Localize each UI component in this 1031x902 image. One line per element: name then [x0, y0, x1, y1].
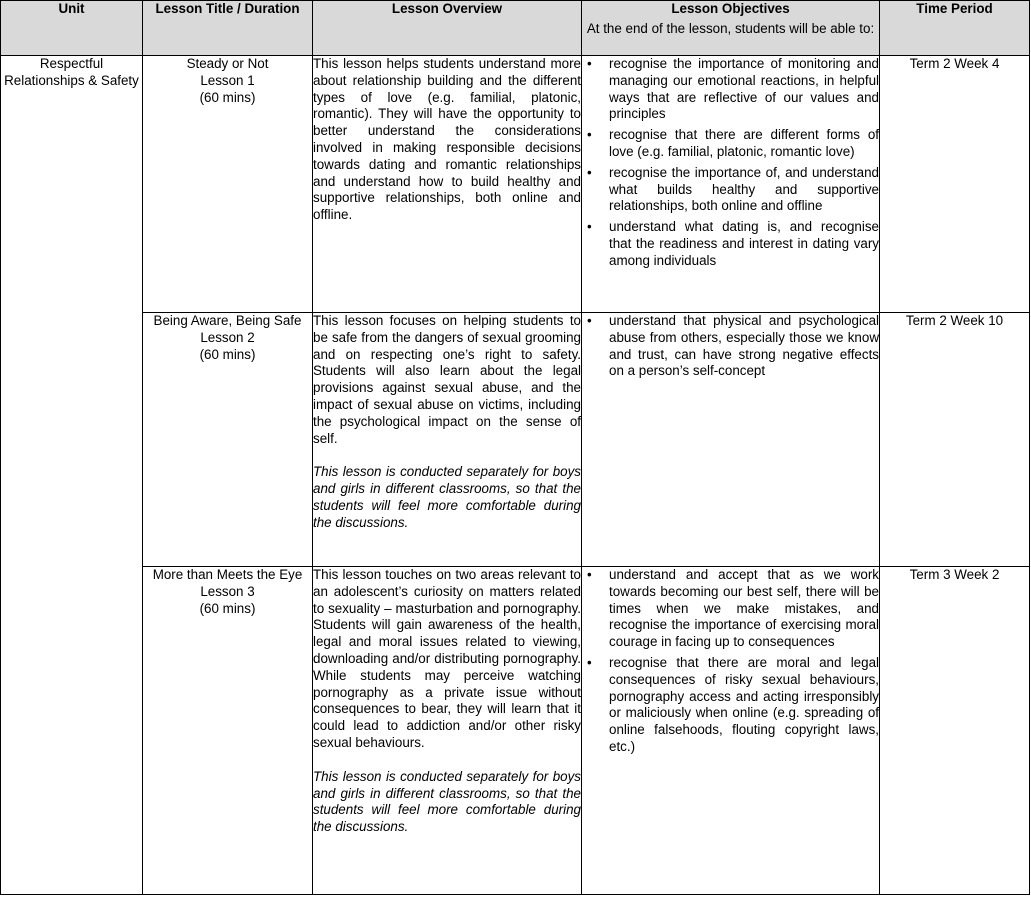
objectives-list — [582, 313, 879, 380]
list-item: • recognise the importance of monitoring and managing our emotional reactions, in helpful ways that are reflective of our values and principles — [582, 56, 879, 123]
time-period-cell: Term 2 Week 4 — [880, 56, 1030, 313]
list-item: • understand that physical and psychological abuse from others, especially those we know and trust, can have strong negative effects on a person’s self-concept — [582, 313, 879, 380]
header-objectives-label: Lesson Objectives — [671, 1, 790, 16]
time-period-cell: Term 2 Week 10 — [880, 313, 1030, 567]
lesson-number: Lesson 1 — [200, 72, 255, 88]
header-lesson-title: Lesson Title / Duration — [143, 1, 313, 56]
lesson-overview-cell — [313, 567, 582, 895]
table-row — [1, 56, 1030, 313]
lesson-duration: (60 mins) — [199, 89, 256, 105]
header-overview: Lesson Overview — [313, 1, 582, 56]
list-item: • recognise that there are moral and legal consequences of risky sexual behaviours, pornography access and acting irresponsibly or maliciously when online (e.g. spreading of online falsehoods, flouting copyright laws, etc.) — [582, 655, 879, 756]
unit-cell: Respectful Relationships & Safety — [1, 56, 143, 895]
list-item: • recognise the importance of, and understand what builds healthy and supportive relationships, both online and offline — [582, 165, 879, 215]
table-row — [1, 567, 1030, 895]
lesson-title-cell — [143, 56, 313, 313]
lesson-number: Lesson 3 — [200, 583, 255, 599]
list-item: • recognise that there are different forms of love (e.g. familial, platonic, romantic love) — [582, 127, 879, 161]
lesson-title: Steady or Not — [186, 56, 269, 71]
lesson-note: This lesson is conducted separately for boys and girls in different classrooms, so that the students will feel more comfortable during the discussions. — [313, 464, 581, 530]
header-row — [1, 1, 1030, 56]
lesson-title-cell — [143, 567, 313, 895]
lesson-title: More than Meets the Eye — [152, 567, 303, 582]
lesson-duration: (60 mins) — [199, 346, 256, 362]
time-period-cell: Term 3 Week 2 — [880, 567, 1030, 895]
header-objectives — [582, 1, 880, 56]
list-item: • understand what dating is, and recognise that the readiness and interest in dating vary among individuals — [582, 219, 879, 269]
header-time-period: Time Period — [880, 1, 1030, 56]
lesson-overview: This lesson touches on two areas relevant to an adolescent’s curiosity on matters related to sexuality – masturbation and pornography. Students will gain awareness of the health, legal and moral issues related to viewing, downloading and/or distributing pornography. While students may perceive watching pornography as a private issue without consequences to bear, they will learn that it could lead to addiction and/or other risky sexual behaviours. — [313, 567, 581, 750]
table-row — [1, 313, 1030, 567]
header-objectives-sub: At the end of the lesson, students will be able to: — [586, 20, 875, 36]
lesson-overview-cell — [313, 313, 582, 567]
lesson-overview: This lesson focuses on helping students to be safe from the dangers of sexual grooming and on respecting one’s right to safety. Students will also learn about the legal provisions against sexual abuse, and the impact of sexual abuse on victims, including the psychological impact on the sense of self. — [313, 313, 581, 446]
lesson-title: Being Aware, Being Safe — [153, 313, 302, 328]
header-unit: Unit — [1, 1, 143, 56]
lesson-note: This lesson is conducted separately for boys and girls in different classrooms, so that the students will feel more comfortable during the discussions. — [313, 768, 581, 835]
lesson-overview: This lesson helps students understand more about relationship building and the different types of love (e.g. familial, platonic, romantic). They will have the opportunity to better understand the considerations involved in making responsible decisions towards dating and romantic relationships and understand how to build healthy and supportive relationships, both online and offline. — [313, 56, 581, 223]
lesson-objectives-cell — [582, 56, 880, 313]
lesson-duration: (60 mins) — [199, 600, 256, 616]
objectives-list — [582, 567, 879, 756]
lesson-overview-cell — [313, 56, 582, 313]
list-item: • understand and accept that as we work towards becoming our best self, there will be times when we make mistakes, and recognise the importance of exercising moral courage in facing up to consequences — [582, 567, 879, 651]
lesson-objectives-cell — [582, 567, 880, 895]
lesson-title-cell — [143, 313, 313, 567]
objectives-list — [582, 56, 879, 270]
lesson-number: Lesson 2 — [200, 329, 255, 345]
lesson-objectives-cell — [582, 313, 880, 567]
